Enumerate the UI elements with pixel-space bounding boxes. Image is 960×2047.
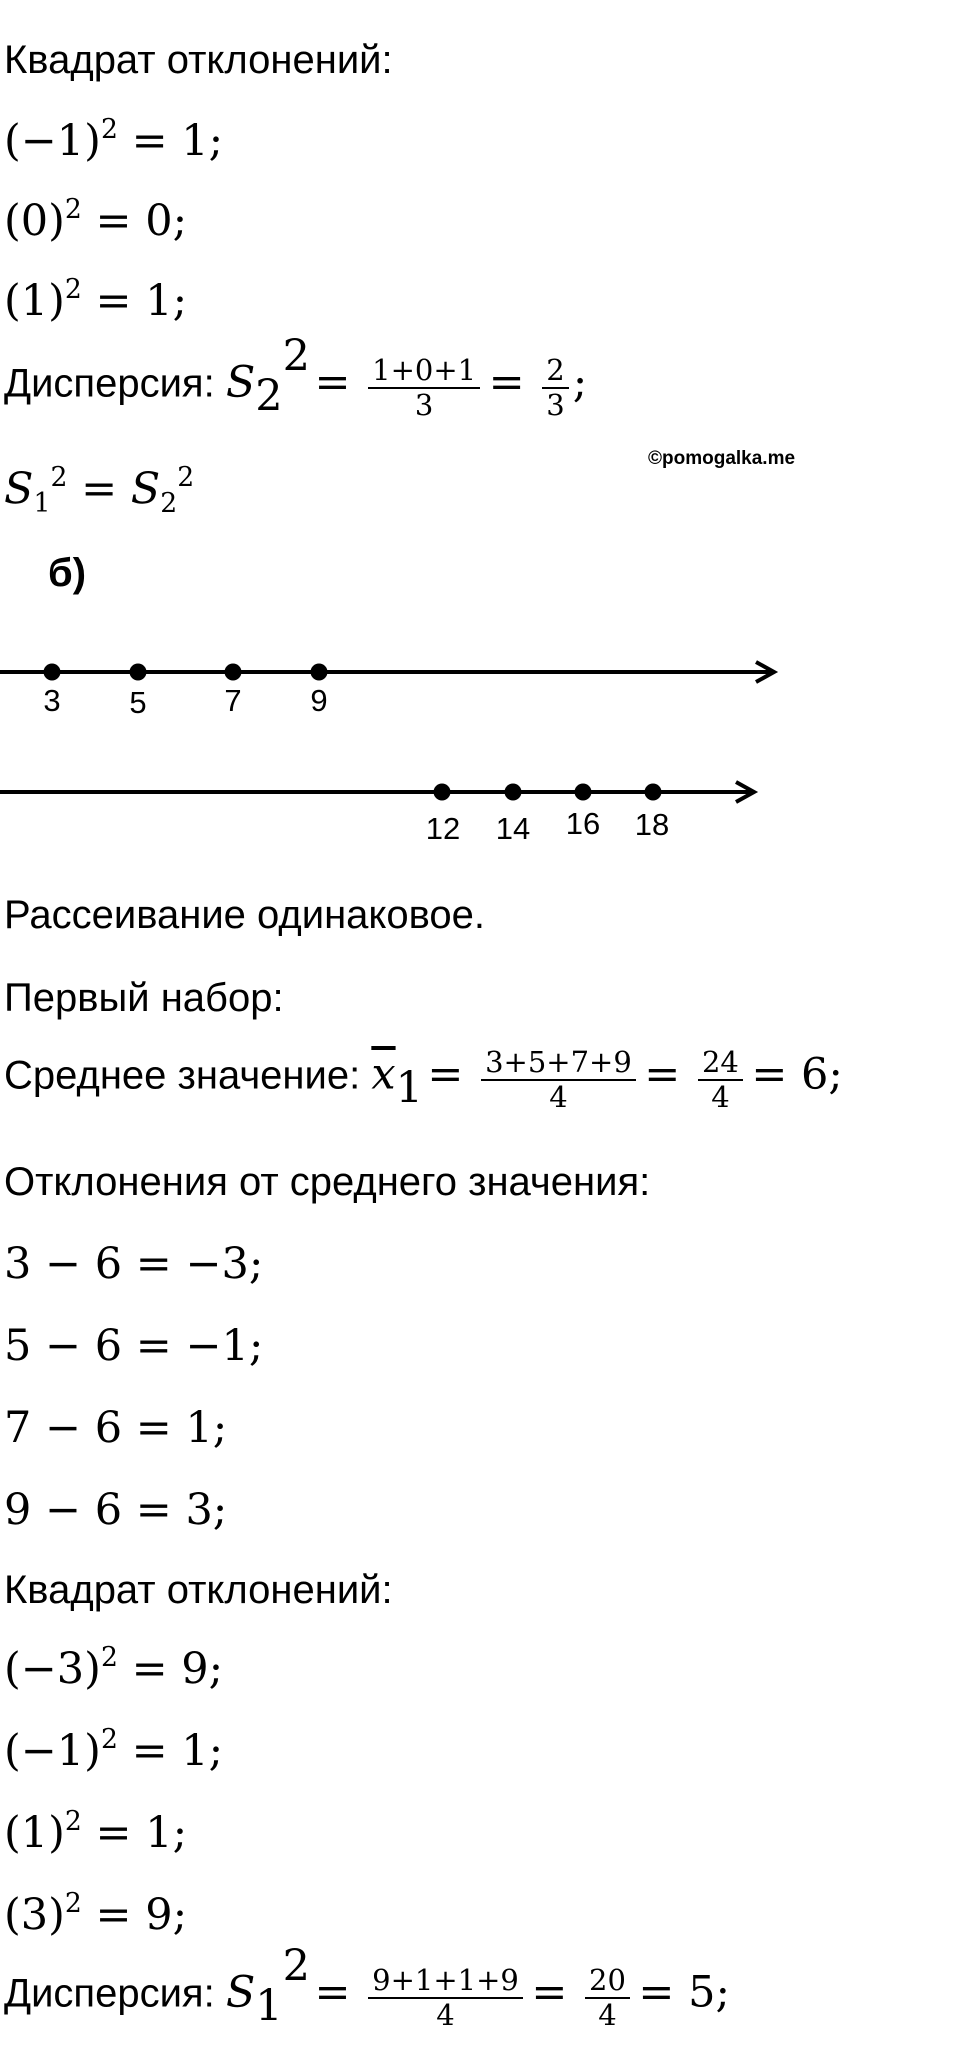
b-square-line-4: $(3)^2 = 9$; — [4, 1888, 188, 1940]
variance-line-2: Дисперсия: $S_2^2$ = $\frac{1+0+1}{3}$ = $\frac{2}{3}$ ; — [4, 330, 588, 423]
point-5 — [130, 664, 147, 681]
number-line-1 — [0, 662, 774, 720]
point-3 — [44, 664, 61, 681]
heading-squared-deviations: Квадрат отклонений: — [4, 38, 393, 82]
square-line-1: $(-1)^2 = 1$; — [4, 114, 224, 166]
point-12 — [434, 784, 451, 801]
deviation-line-3: 7 − 6 = 1; — [4, 1403, 228, 1453]
tick-label-7: 7 — [224, 683, 242, 718]
watermark: ©pomogalka.me — [648, 448, 796, 469]
b-square-line-1: $(-3)^2 = 9$; — [4, 1642, 224, 1694]
tick-label-14: 14 — [495, 811, 531, 846]
variance-fraction-simplified: $\frac{2}{3}$ — [542, 354, 568, 423]
mean-line: Среднее значение: $\overline{x}_1$ = $\frac{3+5+7+9}{4}$ = $\frac{24}{4}$ = 6; — [4, 1045, 843, 1115]
b-square-line-3: $(1)^2 = 1$; — [4, 1806, 188, 1858]
point-18 — [645, 784, 662, 801]
variance-line-1: Дисперсия: $S_1^2$ = $\frac{9+1+1+9}{4}$ = $\frac{20}{4}$ = 5; — [4, 1940, 730, 2033]
deviations-heading: Отклонения от среднего значения: — [4, 1160, 651, 1204]
variance-comparison: $S_1^2 = S_2^2$ — [4, 462, 195, 519]
b-variance-fraction-simplified: $\frac{20}{4}$ — [585, 1964, 630, 2033]
b-variance-fraction: $\frac{9+1+1+9}{4}$ — [368, 1964, 523, 2033]
number-lines-diagram — [0, 620, 960, 880]
deviation-line-4: 9 − 6 = 3; — [4, 1485, 228, 1535]
square-line-3: $(1)^2 = 1$; — [4, 274, 188, 326]
tick-label-3: 3 — [43, 683, 61, 718]
tick-label-12: 12 — [425, 811, 461, 846]
mean-fraction: $\frac{3+5+7+9}{4}$ — [481, 1046, 636, 1115]
point-7 — [225, 664, 242, 681]
tick-label-18: 18 — [634, 807, 670, 842]
point-9 — [311, 664, 328, 681]
part-b-label: б) — [48, 551, 87, 595]
point-16 — [575, 784, 592, 801]
tick-label-16: 16 — [565, 806, 601, 841]
number-line-2 — [0, 782, 754, 846]
deviation-line-2: 5 − 6 = −1; — [4, 1321, 264, 1371]
b-square-line-2: $(-1)^2 = 1$; — [4, 1724, 224, 1776]
first-set-heading: Первый набор: — [4, 976, 284, 1020]
tick-label-5: 5 — [129, 685, 147, 720]
mean-fraction-simplified: $\frac{24}{4}$ — [698, 1046, 743, 1115]
squared-deviations-heading: Квадрат отклонений: — [4, 1568, 393, 1612]
scatter-statement: Рассеивание одинаковое. — [4, 893, 486, 937]
point-14 — [505, 784, 522, 801]
deviation-line-1: 3 − 6 = −3; — [4, 1239, 264, 1289]
variance-fraction: $\frac{1+0+1}{3}$ — [368, 354, 480, 423]
square-line-2: $(0)^2 = 0$; — [4, 194, 188, 246]
tick-label-9: 9 — [310, 683, 328, 718]
